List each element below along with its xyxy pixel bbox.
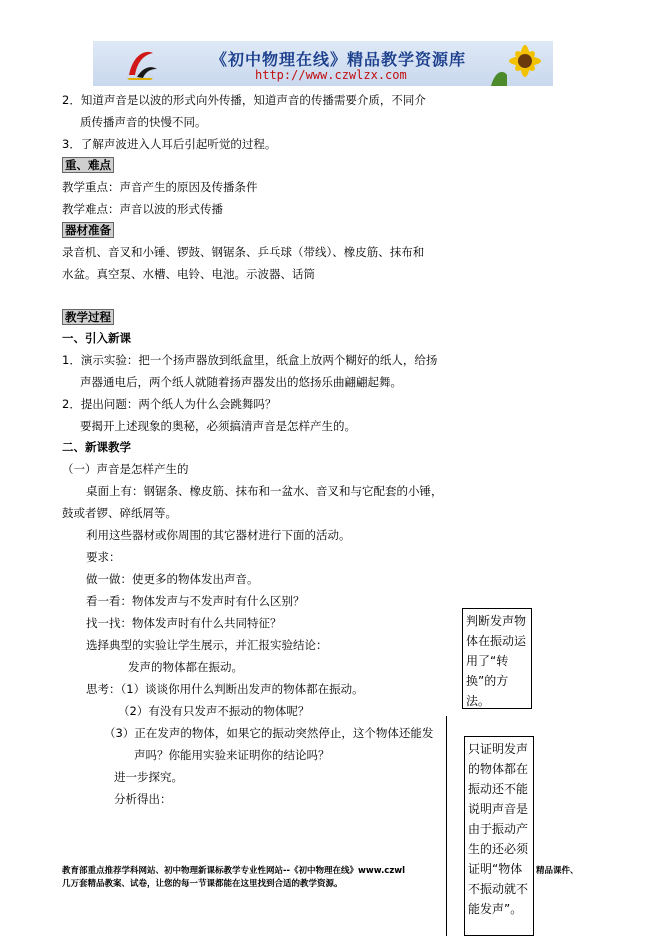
footer-line1-end: 精品课件、 [536,866,579,876]
intro-step2: 2．提出问题：两个纸人为什么会跳舞吗？ [62,397,277,411]
heading-process: 教学过程 [62,310,114,324]
section-new-lesson: 二、新课教学 [62,440,131,454]
key-point-1: 教学重点：声音产生的原因及传播条件 [62,180,258,194]
intro-step1-line2: 声器通电后，两个纸人就随着扬声器发出的悠扬乐曲翩翩起舞。 [80,375,402,389]
requirements-label: 要求： [86,550,121,564]
desk-line2: 鼓或者锣、碎纸屑等。 [62,506,177,520]
subsection-sound-origin: （一）声音是怎样产生的 [62,462,189,476]
banner-title: 《初中物理在线》精品教学资源库 [211,50,467,69]
intro-step3: 要揭开上述现象的奥秘，必须搞清声音是怎样产生的。 [80,419,356,433]
further-explore: 进一步探究。 [114,770,183,784]
conclusion: 发声的物体都在振动。 [128,660,243,674]
margin-divider [446,716,447,936]
heading-equipment: 器材准备 [62,223,114,237]
footer-line2: 几万套精品教案、试卷，让您的每一节课都能在这里找到合适的教学资源。 [62,879,343,889]
desk-line1: 桌面上有：钢锯条、橡皮筋、抹布和一盆水、音叉和与它配套的小锤， [86,484,443,498]
equipment-line2: 水盆。真空泵、水槽、电铃、电池。示波器、话筒 [62,267,315,281]
activity-find: 找一找：物体发声时有什么共同特征？ [86,616,282,630]
think-3-line2: 声吗？你能用实验来证明你的结论吗？ [134,748,330,762]
margin-note-1: 判断发声物体在振动运用了“转换”的方法。 [462,608,532,709]
heading-key-points: 重、难点 [62,158,114,172]
analysis: 分析得出： [114,792,172,806]
intro-step1-line1: 1．演示实验：把一个扬声器放到纸盒里，纸盒上放两个糊好的纸人，给扬 [62,353,438,367]
key-point-2: 教学难点：声音以波的形式传播 [62,202,223,216]
objective-2-line2: 质传播声音的快慢不同。 [80,115,207,129]
think-2: （2）有没有只发声不振动的物体呢？ [118,704,310,718]
sunflower-icon [485,41,549,86]
equipment-line1: 录音机、音叉和小锤、锣鼓、钢锯条、乒乓球（带线）、橡皮筋、抹布和 [62,245,425,259]
banner-url: http://www.czwlzx.com [255,68,407,82]
activity-do: 做一做：使更多的物体发出声音。 [86,572,259,586]
objective-3: 3．了解声波进入人耳后引起听觉的过程。 [62,137,277,151]
activity-look: 看一看：物体发声与不发声时有什么区别？ [86,594,305,608]
header-banner [93,41,553,86]
section-intro: 一、引入新课 [62,331,131,345]
choose-experiment: 选择典型的实验让学生展示，并汇报实验结论： [86,638,328,652]
logo-icon [123,45,159,81]
think-1: 思考：（1）谈谈你用什么判断出发声的物体都在振动。 [86,682,364,696]
footer-line1: 教育部重点推荐学科网站、初中物理新课标教学专业性网站--《初中物理在线》www.czwl [62,866,406,876]
objective-2-line1: 2．知道声音是以波的形式向外传播，知道声音的传播需要介质，不同介 [62,93,426,107]
margin-note-2: 只证明发声的物体都在振动还不能说明声音是由于振动产生的还必须证明“物体不振动就不能发声”。 [464,736,534,936]
think-3-line1: （3）正在发声的物体，如果它的振动突然停止，这个物体还能发 [104,726,434,740]
use-materials: 利用这些器材或你周围的其它器材进行下面的活动。 [86,528,351,542]
